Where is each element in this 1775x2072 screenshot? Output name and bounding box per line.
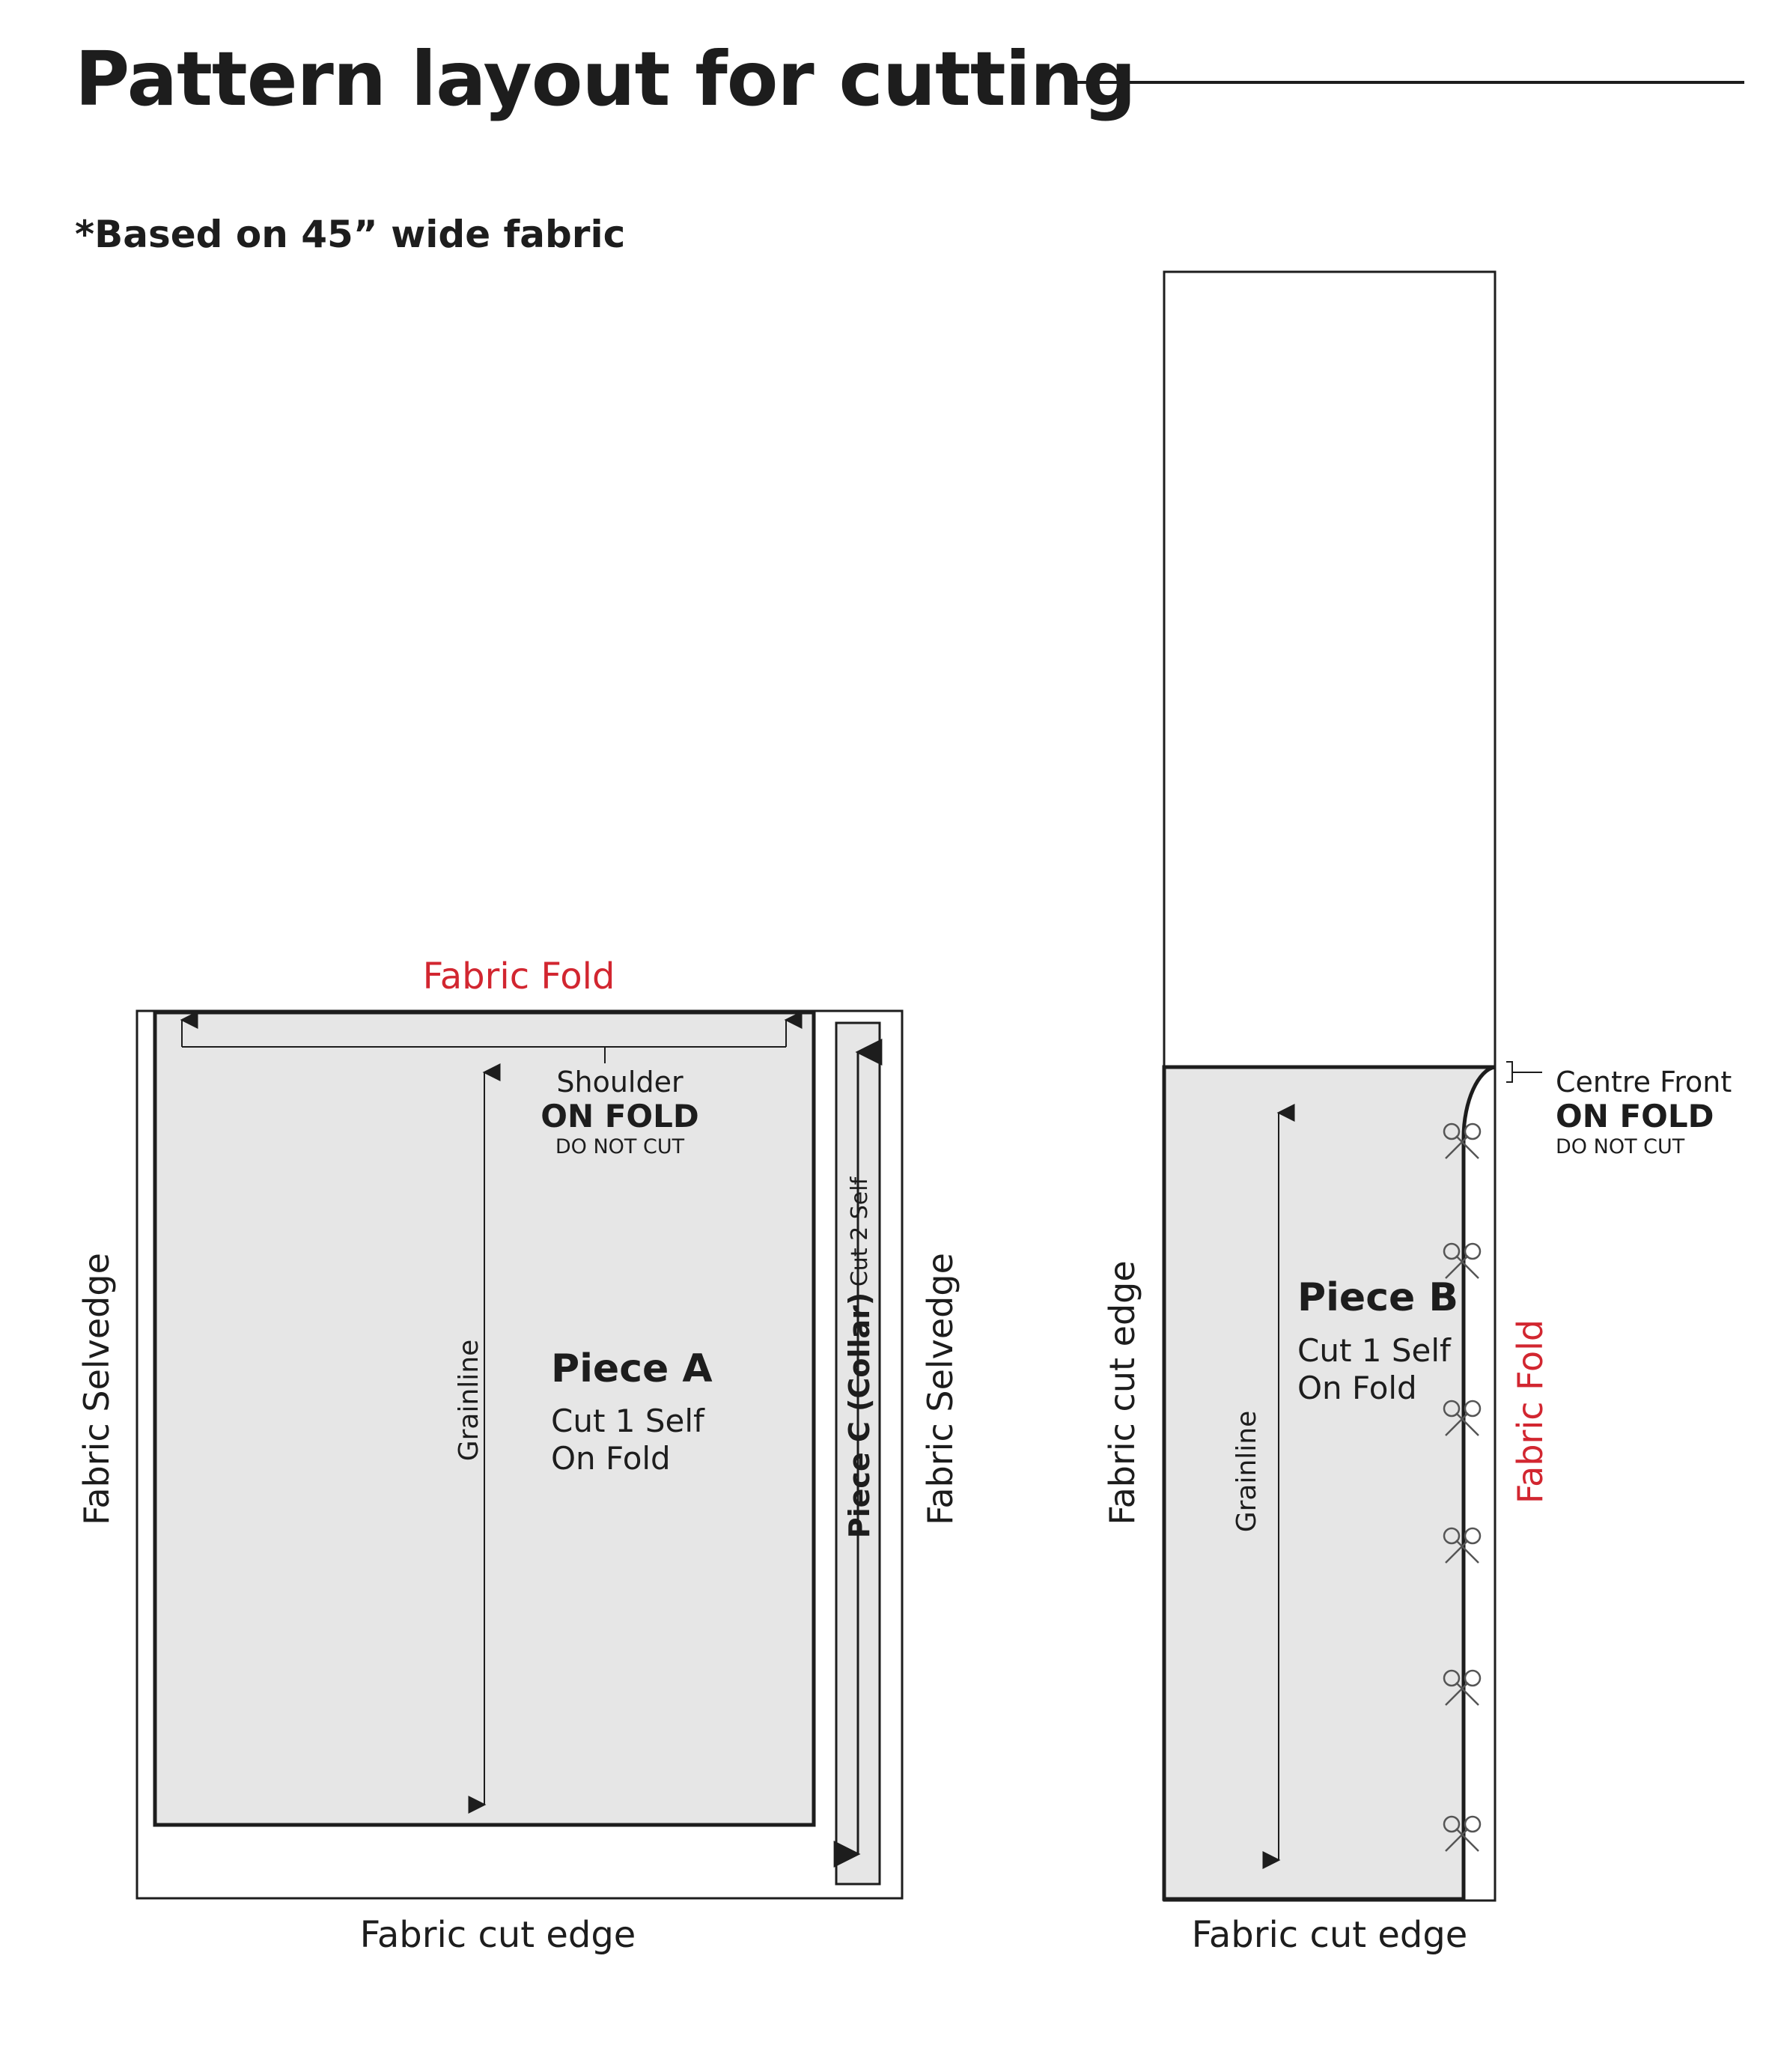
- layout-a-selvedge-left: Fabric Selvedge: [76, 1253, 117, 1525]
- layout-b-cut-edge-side: Fabric cut edge: [1102, 1260, 1142, 1525]
- piece-c-cut: Cut 2 Self: [847, 1176, 873, 1287]
- layout-b-cut-edge-bottom: Fabric cut edge: [1191, 1914, 1468, 1956]
- piece-b: [1164, 1067, 1495, 1899]
- centre-front-do-not-cut-label: DO NOT CUT: [1556, 1135, 1685, 1158]
- piece-a-name: Piece A: [551, 1346, 713, 1391]
- piece-b-name: Piece B: [1297, 1275, 1459, 1320]
- grainline-a-label: Grainline: [454, 1339, 484, 1462]
- page-title: Pattern layout for cutting: [75, 35, 1136, 123]
- layout-b-fold-label: Fabric Fold: [1510, 1319, 1550, 1504]
- layout-a-cut-edge-label: Fabric cut edge: [359, 1914, 636, 1956]
- grainline-b-label: Grainline: [1231, 1410, 1262, 1533]
- centre-front-bracket: [1506, 1062, 1542, 1082]
- layout-a: [76, 956, 960, 1956]
- shoulder-on-fold-label: ON FOLD: [541, 1098, 699, 1134]
- shoulder-do-not-cut-label: DO NOT CUT: [555, 1135, 685, 1158]
- piece-c-name: Piece C (Collar): [843, 1292, 876, 1539]
- piece-a-cut: Cut 1 Self: [551, 1403, 704, 1439]
- piece-a-fold: On Fold: [551, 1440, 671, 1477]
- piece-b-fold: On Fold: [1297, 1370, 1417, 1406]
- shoulder-label: Shoulder: [556, 1066, 683, 1099]
- layout-a-selvedge-right: Fabric Selvedge: [920, 1253, 960, 1525]
- page-subtitle: *Based on 45” wide fabric: [75, 213, 626, 256]
- layout-b: [1102, 272, 1732, 1956]
- centre-front-on-fold-label: ON FOLD: [1556, 1098, 1714, 1134]
- piece-b-cut: Cut 1 Self: [1297, 1332, 1451, 1369]
- centre-front-label: Centre Front: [1556, 1066, 1732, 1099]
- layout-a-fold-label: Fabric Fold: [422, 956, 615, 997]
